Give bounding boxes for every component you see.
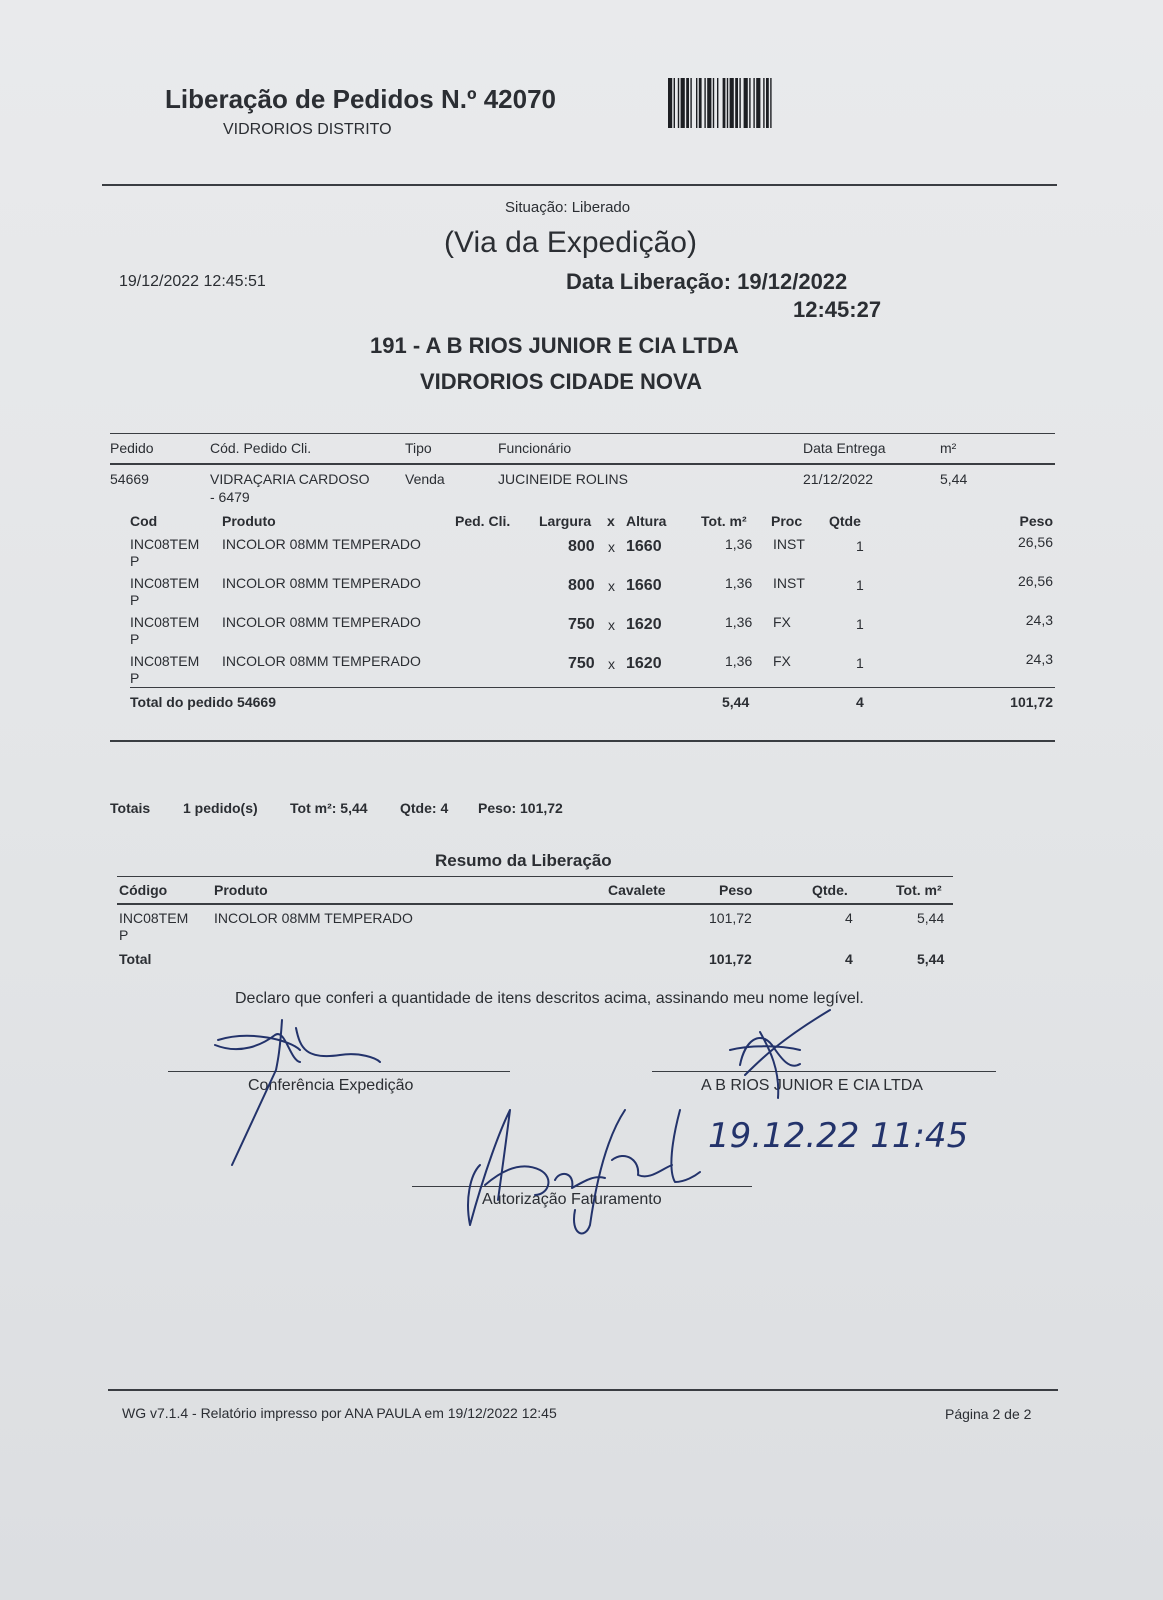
item-proc: FX <box>773 614 791 630</box>
total-pedido-m2: 5,44 <box>722 694 750 710</box>
col-largura: Largura <box>539 513 592 529</box>
barcode-bar <box>744 78 748 128</box>
item-produto: INCOLOR 08MM TEMPERADO <box>222 536 421 552</box>
col-m2: m² <box>940 440 957 456</box>
totais-pedidos: 1 pedido(s) <box>183 800 258 816</box>
barcode-bar <box>668 78 672 128</box>
resumo-top-line <box>117 876 953 877</box>
item-altura: 1660 <box>626 577 662 594</box>
loja-name: VIDRORIOS CIDADE NOVA <box>420 369 702 394</box>
footer-left: WG v7.1.4 - Relatório impresso por ANA PAULA em 19/12/2022 12:45 <box>122 1405 557 1421</box>
barcode-bar <box>699 78 702 128</box>
resumo-col-peso: Peso <box>719 882 753 898</box>
item-altura: 1620 <box>626 655 662 672</box>
hora-liberacao: 12:45:27 <box>793 297 882 322</box>
resumo-qtde: 4 <box>845 910 853 926</box>
col-produto: Produto <box>222 513 276 529</box>
barcode-bar <box>739 78 740 128</box>
situacao-label: Situação: Liberado <box>505 199 631 216</box>
resumo-total-m2: 5,44 <box>917 951 945 967</box>
col-pedido: Pedido <box>110 440 154 456</box>
item-cod1: INC08TEM <box>130 653 200 669</box>
barcode-bar <box>678 78 679 128</box>
sig-label-autorizacao: Autorização Faturamento <box>482 1191 662 1208</box>
col-data-entrega: Data Entrega <box>803 440 886 456</box>
item-tot-m2: 1,36 <box>725 653 753 669</box>
col-qtde: Qtde <box>829 513 861 529</box>
document-subtitle: VIDRORIOS DISTRITO <box>223 121 392 138</box>
barcode-bar <box>681 78 685 128</box>
totais-label: Totais <box>110 800 151 816</box>
via-label: (Via da Expedição) <box>444 226 697 259</box>
totais-qtde: Qtde: 4 <box>400 800 449 816</box>
handwritten-date: 19.12.22 11:45 <box>708 1116 969 1156</box>
resumo-total-qtde: 4 <box>845 951 853 967</box>
item-cod1: INC08TEM <box>130 614 200 630</box>
barcode-bar <box>713 78 714 128</box>
barcode-bar <box>753 78 754 128</box>
resumo-total-label: Total <box>119 951 152 967</box>
barcode-bar <box>704 78 705 128</box>
col-x: x <box>607 513 615 529</box>
order-tipo: Venda <box>405 471 445 487</box>
document-title: Liberação de Pedidos N.º 42070 <box>165 84 556 114</box>
totais-m2: Tot m²: 5,44 <box>290 800 368 816</box>
barcode-bar <box>674 78 675 128</box>
item-largura: 800 <box>568 577 595 594</box>
col-tot-m2: Tot. m² <box>701 513 747 529</box>
order-data-entrega: 21/12/2022 <box>803 471 874 487</box>
order-bottom-line <box>110 740 1055 742</box>
order-top-line <box>110 433 1055 434</box>
barcode-bar <box>686 78 689 128</box>
order-funcionario: JUCINEIDE ROLINS <box>498 471 628 487</box>
item-largura: 800 <box>568 538 595 555</box>
item-peso: 26,56 <box>1017 573 1053 589</box>
item-produto: INCOLOR 08MM TEMPERADO <box>222 614 421 630</box>
header-divider <box>102 184 1057 186</box>
item-cod1: INC08TEM <box>130 536 200 552</box>
item-altura: 1660 <box>626 538 662 555</box>
barcode-bar <box>727 78 728 128</box>
item-cod2: P <box>130 670 140 686</box>
cliente-name: 191 - A B RIOS JUNIOR E CIA LTDA <box>370 333 739 358</box>
item-largura: 750 <box>568 616 595 633</box>
resumo-header-line <box>117 903 953 905</box>
barcode-bar <box>756 78 760 128</box>
sig-line-conferencia <box>168 1071 510 1072</box>
resumo-codigo-2: P <box>119 927 129 943</box>
print-datetime: 19/12/2022 12:45:51 <box>119 273 266 290</box>
total-pedido-peso: 101,72 <box>1010 694 1053 710</box>
item-proc: INST <box>773 536 805 552</box>
resumo-col-codigo: Código <box>119 882 168 898</box>
barcode-bar <box>766 78 769 128</box>
item-x: x <box>608 617 615 633</box>
barcode-bar <box>730 78 734 128</box>
barcode-bar <box>723 78 726 128</box>
item-largura: 750 <box>568 655 595 672</box>
resumo-col-cavalete: Cavalete <box>608 882 666 898</box>
item-produto: INCOLOR 08MM TEMPERADO <box>222 575 421 591</box>
item-cod1: INC08TEM <box>130 575 200 591</box>
resumo-total-peso: 101,72 <box>709 951 752 967</box>
items-total-line <box>130 687 1055 688</box>
signature-autorizacao <box>468 1110 700 1233</box>
resumo-col-produto: Produto <box>214 882 268 898</box>
item-produto: INCOLOR 08MM TEMPERADO <box>222 653 421 669</box>
barcode-bar <box>717 78 718 128</box>
col-cod: Cod <box>130 513 158 529</box>
resumo-col-qtde: Qtde. <box>812 882 848 898</box>
barcode-bar <box>696 78 697 128</box>
total-pedido-label: Total do pedido 54669 <box>130 694 276 710</box>
sig-label-empresa: A B RIOS JUNIOR E CIA LTDA <box>701 1077 923 1094</box>
item-x: x <box>608 578 615 594</box>
resumo-produto: INCOLOR 08MM TEMPERADO <box>214 910 413 926</box>
col-tipo: Tipo <box>405 440 432 456</box>
order-cod-cli-1: VIDRAÇARIA CARDOSO <box>210 471 370 487</box>
item-altura: 1620 <box>626 616 662 633</box>
item-proc: FX <box>773 653 791 669</box>
barcode-image <box>668 78 838 128</box>
resumo-tot-m2: 5,44 <box>917 910 945 926</box>
data-liberacao: Data Liberação: 19/12/2022 <box>566 269 848 294</box>
col-altura: Altura <box>626 513 667 529</box>
barcode-bar <box>707 78 711 128</box>
barcode-bar <box>749 78 750 128</box>
total-pedido-qtde: 4 <box>856 694 864 710</box>
resumo-peso: 101,72 <box>709 910 752 926</box>
sig-line-empresa <box>652 1071 996 1072</box>
item-qtde: 1 <box>856 577 864 593</box>
sig-line-autorizacao <box>412 1186 752 1187</box>
item-peso: 24,3 <box>1025 612 1053 628</box>
item-x: x <box>608 656 615 672</box>
order-header-line <box>110 463 1055 465</box>
resumo-title: Resumo da Liberação <box>435 851 612 870</box>
barcode-bar <box>770 78 771 128</box>
resumo-codigo-1: INC08TEM <box>119 910 189 926</box>
order-m2: 5,44 <box>940 471 968 487</box>
item-cod2: P <box>130 553 140 569</box>
barcode-bar <box>763 78 764 128</box>
item-qtde: 1 <box>856 616 864 632</box>
order-cod-cli-2: - 6479 <box>210 489 250 505</box>
sig-label-conferencia: Conferência Expedição <box>248 1077 414 1094</box>
order-pedido: 54669 <box>110 471 149 487</box>
col-proc: Proc <box>771 513 803 529</box>
col-peso: Peso <box>1019 513 1053 529</box>
item-tot-m2: 1,36 <box>725 614 753 630</box>
resumo-col-tot-m2: Tot. m² <box>896 882 942 898</box>
item-cod2: P <box>130 592 140 608</box>
item-peso: 26,56 <box>1017 534 1053 550</box>
totais-peso: Peso: 101,72 <box>478 800 563 816</box>
col-funcionario: Funcionário <box>498 440 572 456</box>
footer-line <box>108 1389 1058 1391</box>
declaracao-text: Declaro que conferi a quantidade de itens descritos acima, assinando meu nome legível. <box>235 990 864 1007</box>
item-proc: INST <box>773 575 805 591</box>
col-ped-cli: Ped. Cli. <box>455 513 511 529</box>
item-cod2: P <box>130 631 140 647</box>
item-qtde: 1 <box>856 538 864 554</box>
item-qtde: 1 <box>856 655 864 671</box>
item-tot-m2: 1,36 <box>725 575 753 591</box>
item-tot-m2: 1,36 <box>725 536 753 552</box>
col-cod-pedido-cli: Cód. Pedido Cli. <box>210 440 312 456</box>
barcode-bar <box>690 78 691 128</box>
item-peso: 24,3 <box>1025 651 1053 667</box>
item-x: x <box>608 539 615 555</box>
footer-right: Página 2 de 2 <box>945 1406 1032 1422</box>
barcode-bar <box>735 78 738 128</box>
